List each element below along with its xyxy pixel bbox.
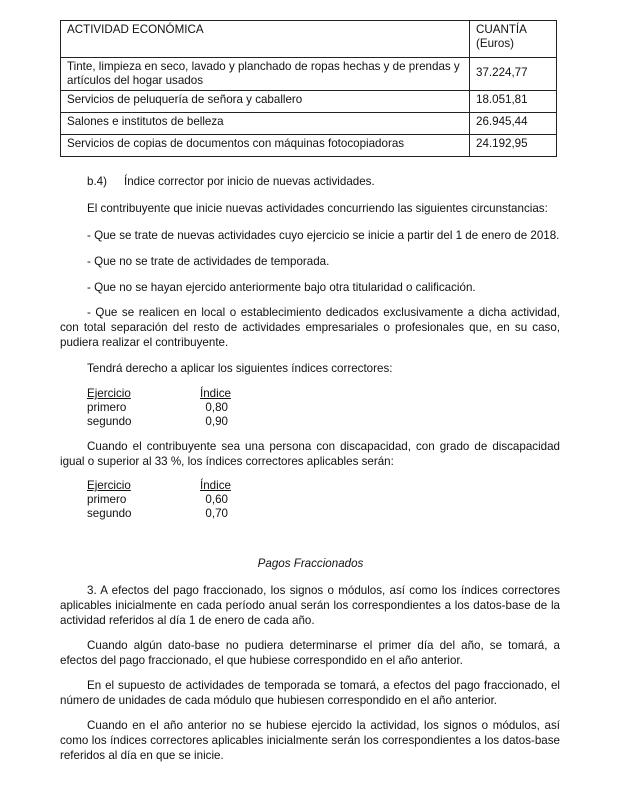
row-amount: 26.945,44 (470, 113, 557, 135)
row-amount: 24.192,95 (470, 135, 557, 157)
disability-paragraph: Cuando el contribuyente sea una persona con discapacidad, con grado de discapacidad igual o superior al 33 %, los índices correctores aplicables serán: (60, 440, 560, 468)
condition-3: - Que no se hayan ejercido anteriormente bajo otra titularidad o calificación. (87, 281, 476, 294)
activity-table (60, 20, 557, 157)
table1-year: primero (87, 401, 127, 414)
table2-index: 0,70 (205, 507, 228, 520)
section-label: b.4) (87, 175, 107, 188)
row-activity: Servicios de peluquería de señora y caballero (61, 91, 470, 113)
row-activity: Tinte, limpieza en seco, lavado y planchado de ropas hechas y de prendas y artículos del hogar usados (61, 58, 470, 91)
table2-col-indice: Índice (200, 479, 231, 492)
table1-year: segundo (87, 415, 132, 428)
pagos-heading: Pagos Fraccionados (257, 557, 364, 570)
condition-4: - Que se realicen en local o establecimiento dedicados exclusivamente a dicha actividad, con total separación del resto de actividades empresariales o profesionales que, en su caso, pudiera realizar el contribuyente. (60, 306, 560, 349)
header-amount-line1: CUANTÍA (476, 23, 527, 36)
pagos-paragraph-4: Cuando en el año anterior no se hubiese ejercido la actividad, los signos o módulos, así como los índices correctores aplicables inicialmente serán los correspondientes a los datos-base referidos al día en que se inicie. (60, 719, 560, 762)
table1-index: 0,80 (205, 401, 228, 414)
condition-2: - Que no se trate de actividades de temporada. (87, 255, 330, 268)
table1-index: 0,90 (205, 415, 228, 428)
table2-year: segundo (87, 507, 132, 520)
section-title: Índice corrector por inicio de nuevas actividades. (124, 175, 375, 188)
row-amount: 37.224,77 (470, 58, 557, 91)
right-text: Tendrá derecho a aplicar los siguientes índices correctores: (87, 362, 393, 375)
table-row (61, 113, 557, 135)
header-activity: ACTIVIDAD ECONÓMICA (61, 21, 470, 58)
table2-col-ejercicio: Ejercicio (87, 479, 131, 492)
table-row (61, 91, 557, 113)
table-header-row (61, 21, 557, 58)
table2-year: primero (87, 493, 127, 506)
pagos-paragraph-3: En el supuesto de actividades de temporada se tomará, a efectos del pago fraccionado, el número de unidades de cada módulo que hubiesen correspondido en el año anterior. (60, 679, 560, 707)
table-row (61, 58, 557, 91)
table-row (61, 135, 557, 157)
row-amount: 18.051,81 (470, 91, 557, 113)
row-activity: Servicios de copias de documentos con máquinas fotocopiadoras (61, 135, 470, 157)
table2-index: 0,60 (205, 493, 228, 506)
table1-col-indice: Índice (200, 387, 231, 400)
table1-col-ejercicio: Ejercicio (87, 387, 131, 400)
row-activity: Salones e institutos de belleza (61, 113, 470, 135)
pagos-paragraph-1: 3. A efectos del pago fraccionado, los signos o módulos, así como los índices correctores aplicables inicialmente en cada período anual serán los correspondientes a los datos-base de la actividad referidos al día 1 de enero de cada año. (60, 584, 560, 627)
header-amount (470, 21, 557, 58)
header-amount-line2: (Euros) (476, 37, 515, 50)
pagos-paragraph-2: Cuando algún dato-base no pudiera determinarse el primer día del año, se tomará, a efectos del pago fraccionado, el que hubiese correspondido en el año anterior. (60, 639, 560, 667)
intro-paragraph: El contribuyente que inicie nuevas actividades concurriendo las siguientes circunstancias: (87, 202, 548, 215)
condition-1: - Que se trate de nuevas actividades cuyo ejercicio se inicie a partir del 1 de enero de 2018. (87, 229, 560, 242)
